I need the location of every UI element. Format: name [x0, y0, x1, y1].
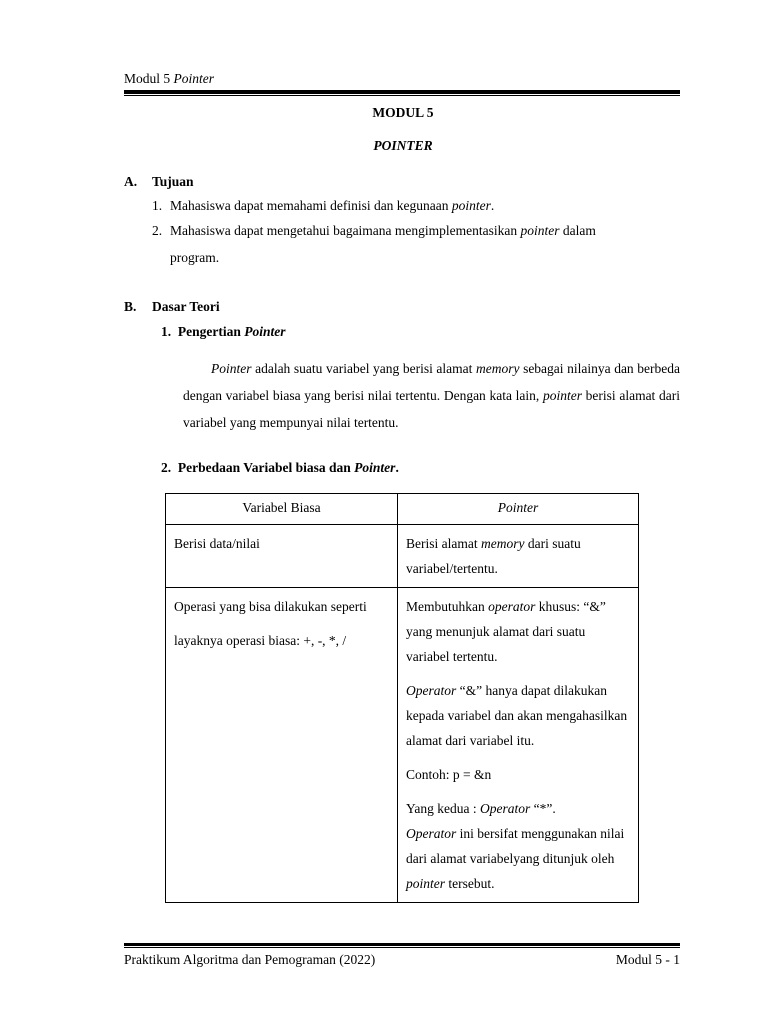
header-cell-pointer: Pointer	[398, 494, 639, 525]
header-topic: Pointer	[173, 71, 215, 86]
cell-paragraph: Operator “&” hanya dapat dilakukan kepada variabel dan akan mengahasilkan alamat dari variabel itu.	[406, 683, 628, 748]
header-rule	[124, 90, 680, 94]
page-title: MODUL 5	[372, 105, 434, 120]
definition-paragraph: Pointer adalah suatu variabel yang berisi alamat memory sebagai nilainya dan berbeda dengan variabel biasa yang berisi nilai tertentu. Dengan kata lain, pointer berisi alamat dari variabel yang mempunyai nilai tertentu.	[183, 361, 680, 430]
comparison-table	[165, 493, 639, 903]
section-a-title: Tujuan	[152, 174, 194, 189]
page-subtitle: POINTER	[373, 138, 433, 153]
footer-course: Praktikum Algoritma dan Pemograman (2022)	[124, 952, 376, 967]
table-row	[166, 525, 639, 588]
table-header-row	[166, 494, 639, 525]
section-b-letter: B.	[124, 299, 137, 314]
table-cell: Operasi yang bisa dilakukan seperti layaknya operasi biasa: +, -, *, /	[166, 588, 398, 903]
table-cell	[398, 588, 639, 903]
cell-paragraph: Membutuhkan operator khusus: “&” yang menunjuk alamat dari suatu variabel tertentu.	[406, 599, 606, 664]
objective-item-2: 2. Mahasiswa dapat mengetahui bagaimana mengimplementasikan pointer dalam	[152, 223, 596, 238]
subsection-2-heading: 2. Perbedaan Variabel biasa dan Pointer.	[161, 460, 399, 475]
section-b-title: Dasar Teori	[152, 299, 220, 314]
objective-item-2-continued: program.	[170, 250, 220, 265]
section-a-letter: A.	[124, 174, 138, 189]
table-cell: Berisi data/nilai	[166, 525, 398, 588]
footer-page-number: Modul 5 - 1	[615, 952, 680, 967]
table-row	[166, 588, 639, 903]
subsection-1-heading: 1. Pengertian Pointer	[161, 324, 286, 339]
header-cell-variabel-biasa: Variabel Biasa	[166, 494, 398, 525]
footer-rule	[124, 943, 680, 946]
section-a-heading	[124, 174, 194, 190]
cell-paragraph-example: Contoh: p = &n	[406, 767, 492, 782]
section-b-heading	[124, 299, 220, 315]
page-header	[124, 71, 214, 87]
table-cell: Berisi alamat memory dari suatu variabel/tertentu.	[398, 525, 639, 588]
objective-item-1: 1. Mahasiswa dapat memahami definisi dan kegunaan pointer.	[152, 198, 495, 213]
header-module: Modul 5	[124, 71, 171, 86]
header-rule-thin	[124, 95, 680, 96]
footer-rule-thin	[124, 947, 680, 948]
cell-paragraph: Yang kedua : Operator “*”. Operator ini bersifat menggunakan nilai dari alamat variabelyang ditunjuk oleh pointer tersebut.	[406, 801, 625, 891]
